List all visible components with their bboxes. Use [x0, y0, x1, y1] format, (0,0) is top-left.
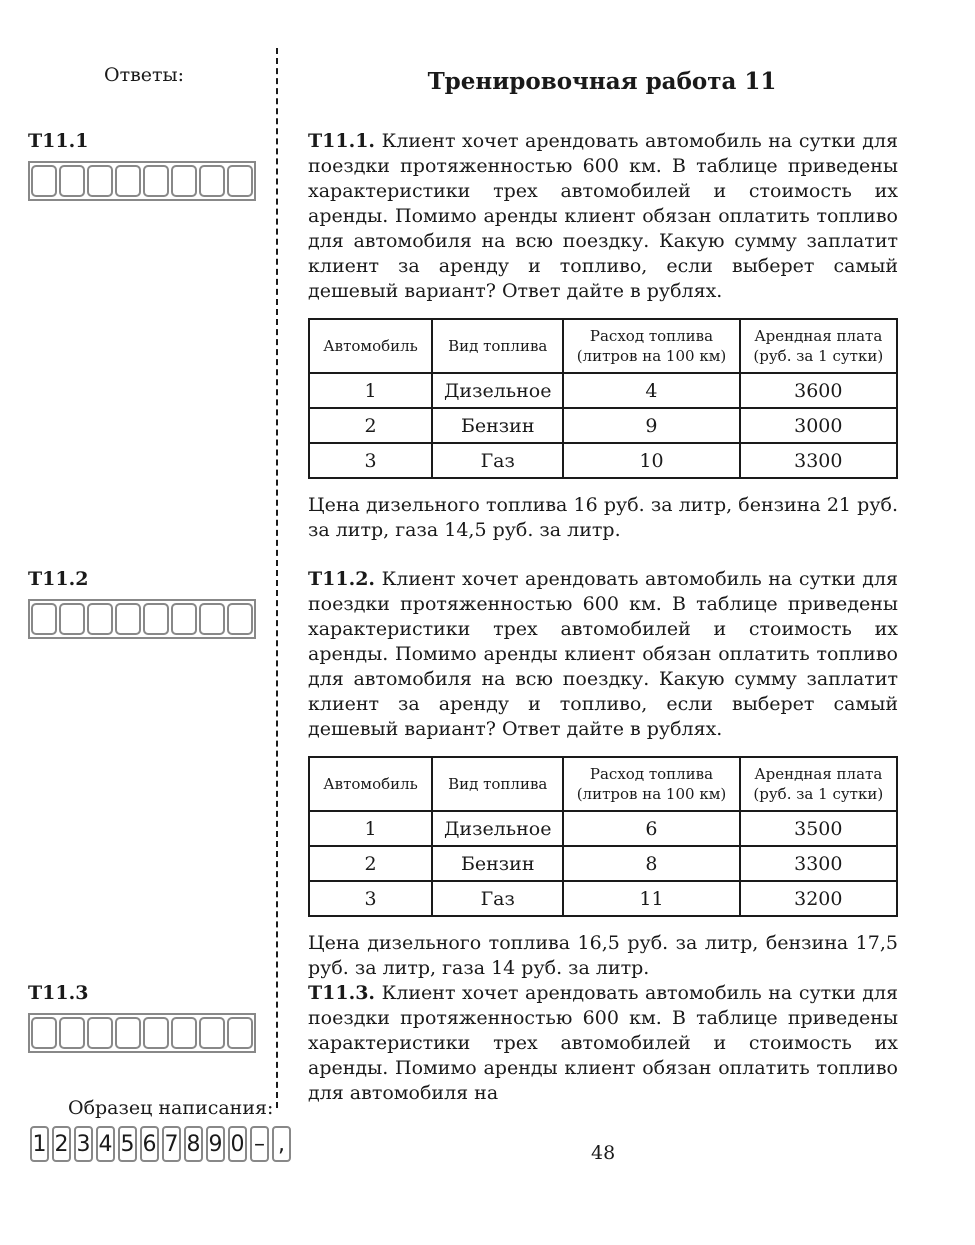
- cut-line: [276, 48, 278, 1108]
- table-header-row: [309, 319, 897, 373]
- answer-cell[interactable]: [31, 165, 57, 197]
- table-header-row: [309, 757, 897, 811]
- table-row: [309, 408, 897, 443]
- answer-cell[interactable]: [115, 603, 141, 635]
- answer-boxes-3[interactable]: [28, 1013, 256, 1053]
- answer-boxes-2[interactable]: [28, 599, 256, 639]
- answer-cell[interactable]: [227, 603, 253, 635]
- answer-cell[interactable]: [227, 1017, 253, 1049]
- task-1-body: Клиент хочет арендовать автомобиль на сутки для поездки протяженностью 600 км. В таблице приведены характеристики трех автомобилей и стоимость их аренды. Помимо аренды клиент обязан оплатить топливо для автомобиля на всю поездку. Какую сумму заплатит клиент за аренду и топливо, если выберет самый дешевый вариант? Ответ дайте в рублях.: [308, 130, 898, 302]
- task-1-label: Т11.1.: [308, 130, 376, 152]
- table-cell: Газ: [432, 881, 563, 916]
- table-cell: 3: [309, 443, 432, 478]
- table-cell: Газ: [432, 443, 563, 478]
- header-cell: Вид топлива: [432, 757, 563, 811]
- sample-char: 8: [184, 1126, 203, 1162]
- page-number: 48: [591, 1142, 616, 1164]
- table-row: [309, 846, 897, 881]
- sample-char: 4: [96, 1126, 115, 1162]
- table-cell: 3200: [740, 881, 897, 916]
- header-cell: Арендная плата (руб. за 1 сутки): [740, 319, 897, 373]
- answers-label: Ответы:: [104, 64, 185, 86]
- sample-char: 3: [74, 1126, 93, 1162]
- page-title: Тренировочная работа 11: [427, 68, 777, 95]
- table-cell: Дизельное: [432, 373, 563, 408]
- answer-cell[interactable]: [87, 165, 113, 197]
- table-cell: 11: [563, 881, 739, 916]
- answer-cell[interactable]: [87, 1017, 113, 1049]
- answer-cell[interactable]: [171, 603, 197, 635]
- table-cell: 8: [563, 846, 739, 881]
- task-3-label: Т11.3.: [308, 982, 376, 1004]
- sample-char: 9: [206, 1126, 225, 1162]
- table-cell: 9: [563, 408, 739, 443]
- header-cell: Арендная плата (руб. за 1 сутки): [740, 757, 897, 811]
- table-cell: 1: [309, 811, 432, 846]
- task-3-body: Клиент хочет арендовать автомобиль на сутки для поездки протяженностью 600 км. В таблице приведены характеристики трех автомобилей и стоимость их аренды. Помимо аренды клиент обязан оплатить топливо для автомобиля на: [308, 982, 898, 1104]
- table-cell: 2: [309, 408, 432, 443]
- answer-cell[interactable]: [143, 165, 169, 197]
- task-1-text: [308, 129, 898, 304]
- answer-cell[interactable]: [171, 165, 197, 197]
- answer-cell[interactable]: [143, 603, 169, 635]
- sample-label: Образец написания:: [68, 1097, 274, 1119]
- answer-id-2: Т11.2: [28, 568, 89, 590]
- answer-cell[interactable]: [59, 1017, 85, 1049]
- table-cell: 3000: [740, 408, 897, 443]
- sample-char: 5: [118, 1126, 137, 1162]
- table-cell: 3600: [740, 373, 897, 408]
- answer-cell[interactable]: [87, 603, 113, 635]
- table-cell: 2: [309, 846, 432, 881]
- task-1-note: Цена дизельного топлива 16 руб. за литр, бензина 21 руб. за литр, газа 14,5 руб. за литр.: [308, 494, 898, 541]
- task-2-note: Цена дизельного топлива 16,5 руб. за литр, бензина 17,5 руб. за литр, газа 14 руб. за литр.: [308, 932, 898, 979]
- table-cell: Бензин: [432, 408, 563, 443]
- header-cell: Вид топлива: [432, 319, 563, 373]
- answer-cell[interactable]: [171, 1017, 197, 1049]
- table-cell: 3500: [740, 811, 897, 846]
- header-cell: Автомобиль: [309, 319, 432, 373]
- table-row: [309, 373, 897, 408]
- table-cell: 6: [563, 811, 739, 846]
- table-cell: Дизельное: [432, 811, 563, 846]
- task-1-table: [308, 318, 898, 479]
- table-cell: 10: [563, 443, 739, 478]
- sample-char: 6: [140, 1126, 159, 1162]
- task-2-table: [308, 756, 898, 917]
- answer-cell[interactable]: [227, 165, 253, 197]
- answer-cell[interactable]: [199, 603, 225, 635]
- answer-boxes-1[interactable]: [28, 161, 256, 201]
- table-cell: 4: [563, 373, 739, 408]
- table-cell: 3300: [740, 846, 897, 881]
- sample-char: 2: [52, 1126, 71, 1162]
- table-cell: 3300: [740, 443, 897, 478]
- sample-char: 1: [30, 1126, 49, 1162]
- answer-cell[interactable]: [59, 603, 85, 635]
- table-row: [309, 811, 897, 846]
- answer-cell[interactable]: [199, 1017, 225, 1049]
- task-2-label: Т11.2.: [308, 568, 376, 590]
- answer-cell[interactable]: [31, 603, 57, 635]
- answer-cell[interactable]: [143, 1017, 169, 1049]
- answer-cell[interactable]: [115, 165, 141, 197]
- sample-char: 0: [228, 1126, 247, 1162]
- table-cell: 1: [309, 373, 432, 408]
- answer-id-3: Т11.3: [28, 982, 89, 1004]
- sample-char: –: [250, 1126, 269, 1162]
- table-cell: 3: [309, 881, 432, 916]
- header-cell: Расход топлива (литров на 100 км): [563, 319, 739, 373]
- sample-char: ,: [272, 1126, 291, 1162]
- sample-digits: [30, 1126, 291, 1162]
- table-row: [309, 443, 897, 478]
- header-cell: Автомобиль: [309, 757, 432, 811]
- task-2-text: [308, 567, 898, 742]
- table-cell: Бензин: [432, 846, 563, 881]
- answer-cell[interactable]: [115, 1017, 141, 1049]
- task-3-text: [308, 981, 898, 1106]
- sample-char: 7: [162, 1126, 181, 1162]
- answer-id-1: Т11.1: [28, 130, 89, 152]
- task-2-body: Клиент хочет арендовать автомобиль на сутки для поездки протяженностью 600 км. В таблице приведены характеристики трех автомобилей и стоимость их аренды. Помимо аренды клиент обязан оплатить топливо для автомобиля на всю поездку. Какую сумму заплатит клиент за аренду и топливо, если выберет самый дешевый вариант? Ответ дайте в рублях.: [308, 568, 898, 740]
- header-cell: Расход топлива (литров на 100 км): [563, 757, 739, 811]
- table-row: [309, 881, 897, 916]
- answer-cell[interactable]: [31, 1017, 57, 1049]
- answer-cell[interactable]: [199, 165, 225, 197]
- answer-cell[interactable]: [59, 165, 85, 197]
